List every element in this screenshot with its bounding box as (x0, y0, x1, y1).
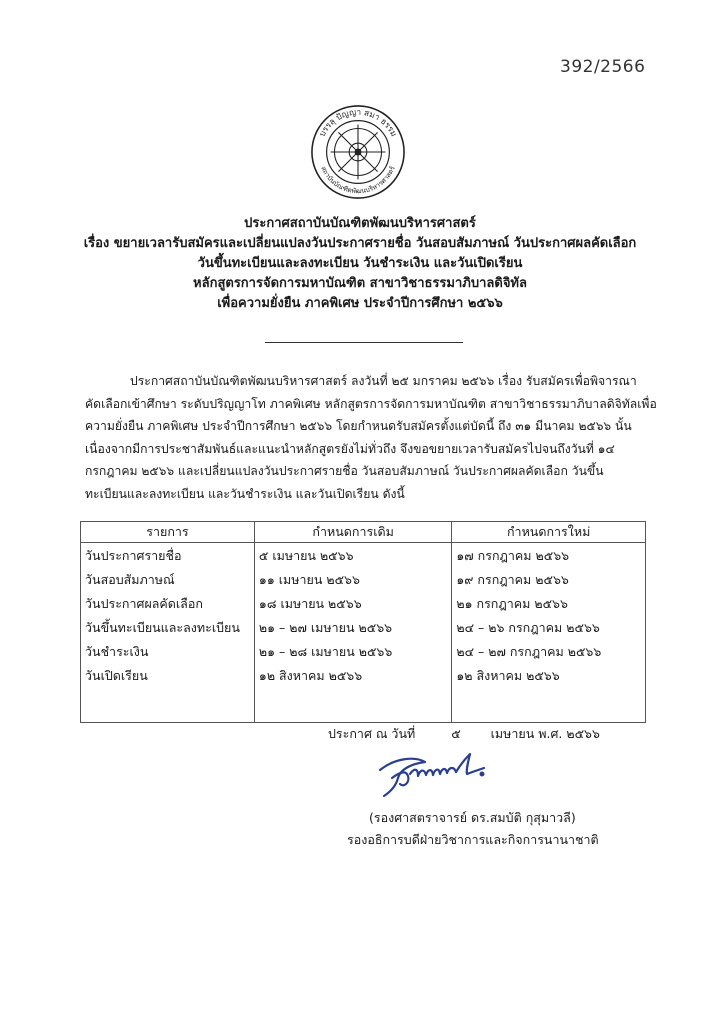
table-cell: ๒๑ – ๒๗ เมษายน ๒๕๖๖ (254, 616, 451, 640)
date-month-year: เมษายน พ.ศ. ๒๕๖๖ (490, 726, 600, 741)
table-cell: วันชำระเงิน (81, 640, 255, 664)
announcement-heading (60, 214, 660, 314)
date-day: ๕ (451, 726, 461, 741)
seal-top-text: บรรลุ ปัญญา สมา ธรรม (316, 106, 400, 139)
table-cell: ๑๑ เมษายน ๒๕๖๖ (254, 568, 451, 592)
table-cell: ๒๑ – ๒๘ เมษายน ๒๕๖๖ (254, 640, 451, 664)
table-row (81, 592, 646, 616)
table-row (81, 543, 646, 569)
body-line: กรกฎาคม ๒๕๖๖ และเปลี่ยนแปลงวันประกาศรายชื่อ วันสอบสัมภาษณ์ วันประกาศผลคัดเลือก วันขึ้น (85, 464, 604, 478)
table-cell: ๑๒ สิงหาคม ๒๕๖๖ (254, 664, 451, 688)
heading-line: หลักสูตรการจัดการมหาบัณฑิต สาขาวิชาธรรมาภิบาลดิจิทัล (193, 276, 527, 291)
table-row (81, 664, 646, 688)
table-cell: วันประกาศรายชื่อ (81, 543, 255, 569)
signer-name: (รองศาสตราจารย์ ดร.สมบัติ กุสุมาวลี) (369, 810, 576, 825)
heading-line: วันขึ้นทะเบียนและลงทะเบียน วันชำระเงิน และวันเปิดเรียน (197, 256, 523, 271)
table-cell: วันประกาศผลคัดเลือก (81, 592, 255, 616)
table-cell: วันเปิดเรียน (81, 664, 255, 688)
table-cell: ๑๗ กรกฎาคม ๒๕๖๖ (452, 543, 646, 569)
column-header: กำหนดการใหม่ (452, 522, 646, 543)
table-cell: ๑๙ กรกฎาคม ๒๕๖๖ (452, 568, 646, 592)
announcement-date (328, 724, 600, 744)
table-cell: วันสอบสัมภาษณ์ (81, 568, 255, 592)
body-line: ทะเบียนและลงทะเบียน และวันชำระเงิน และวันเปิดเรียน ดังนี้ (85, 486, 405, 501)
heading-line: เพื่อความยั่งยืน ภาคพิเศษ ประจำปีการศึกษา ๒๕๖๖ (217, 296, 503, 311)
body-line: เนื่องจากมีการประชาสัมพันธ์และแนะนำหลักสูตรยังไม่ทั่วถึง จึงขอขยายเวลารับสมัครไปจนถึงวันที่ ๑๔ (85, 441, 615, 456)
institution-seal-icon (309, 103, 407, 201)
table-cell: ๕ เมษายน ๒๕๖๖ (254, 543, 451, 569)
schedule-table (80, 521, 646, 723)
table-row (81, 640, 646, 664)
signer-position: รองอธิการบดีฝ่ายวิชาการและกิจการนานาชาติ (347, 832, 599, 847)
table-row (81, 616, 646, 640)
table-cell: ๑๘ เมษายน ๒๕๖๖ (254, 592, 451, 616)
body-line: คัดเลือกเข้าศึกษา ระดับปริญญาโท ภาคพิเศษ หลักสูตรการจัดการมหาบัณฑิต สาขาวิชาธรรมาภิบาลดิจิทัลเพื่อ (85, 396, 657, 411)
date-label: ประกาศ ณ วันที่ (328, 726, 416, 741)
table-cell: ๒๔ – ๒๖ กรกฎาคม ๒๕๖๖ (452, 616, 646, 640)
handwritten-signature-icon (370, 748, 500, 800)
heading-divider (265, 342, 463, 343)
table-cell: ๒๑ กรกฎาคม ๒๕๖๖ (452, 592, 646, 616)
seal-bottom-text: สถาบันบัณฑิตพัฒนบริหารศาสตร์ (319, 165, 397, 196)
heading-line: เรื่อง ขยายเวลารับสมัครและเปลี่ยนแปลงวันประกาศรายชื่อ วันสอบสัมภาษณ์ วันประกาศผลคัดเลือก (83, 236, 637, 251)
column-header: กำหนดการเดิม (254, 522, 451, 543)
document-number: 392/2566 (560, 57, 646, 77)
table-cell: วันขึ้นทะเบียนและลงทะเบียน (81, 616, 255, 640)
table-header-row (81, 522, 646, 543)
body-line: ประกาศสถาบันบัณฑิตพัฒนบริหารศาสตร์ ลงวันที่ ๒๕ มกราคม ๒๕๖๖ เรื่อง รับสมัครเพื่อพิจารณา (130, 374, 637, 388)
body-paragraph (85, 370, 657, 505)
column-header: รายการ (81, 522, 255, 543)
table-blank-row (81, 688, 646, 723)
table-cell: ๑๒ สิงหาคม ๒๕๖๖ (452, 664, 646, 688)
body-line: ความยั่งยืน ภาคพิเศษ ประจำปีการศึกษา ๒๕๖๖ โดยกำหนดรับสมัครตั้งแต่บัดนี้ ถึง ๓๑ มีนาคม ๒๕๖๖ นั้น (85, 419, 632, 433)
table-cell: ๒๔ – ๒๗ กรกฎาคม ๒๕๖๖ (452, 640, 646, 664)
table-row (81, 568, 646, 592)
heading-line: ประกาศสถาบันบัณฑิตพัฒนบริหารศาสตร์ (244, 216, 476, 231)
